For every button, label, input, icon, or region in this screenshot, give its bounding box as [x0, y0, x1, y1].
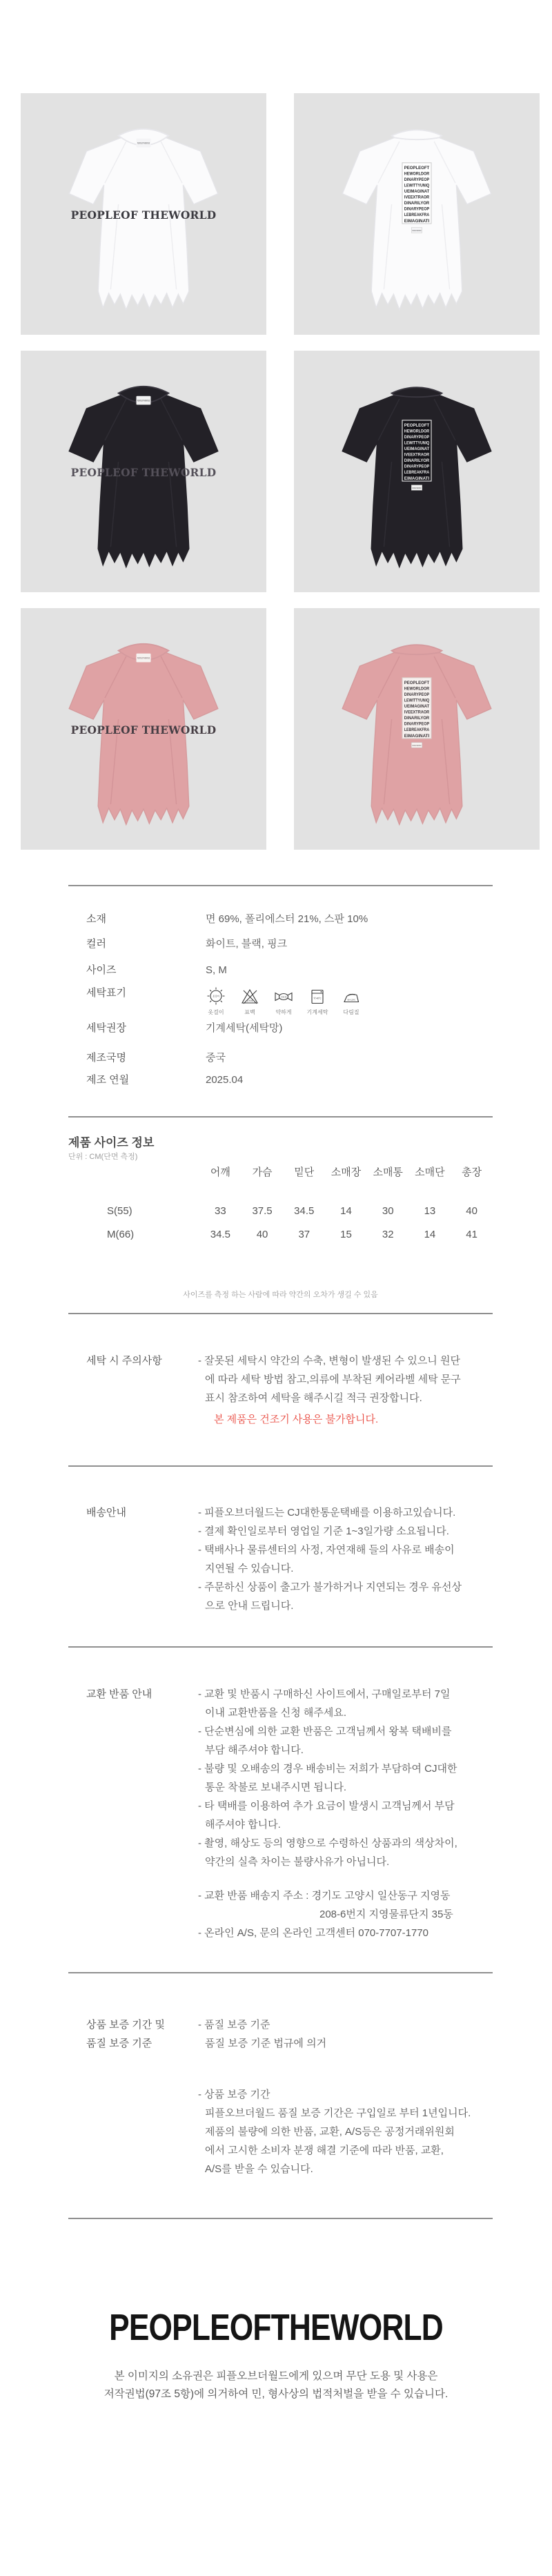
svg-text:LEBREAKFRA: LEBREAKFRA: [404, 470, 430, 476]
svg-text:UEIMAGINAT: UEIMAGINAT: [404, 447, 430, 452]
copyright-line: 저작권법(97조 5항)에 의거하여 민, 형사상의 법적처벌을 받을 수 있습니다.: [103, 2388, 448, 2400]
section-text-line: 해주셔야 합니다.: [205, 1819, 281, 1831]
svg-text:DINARYPEOP: DINARYPEOP: [404, 177, 430, 182]
section-text-line: 약간의 실측 차이는 불량사유가 아닙니다.: [205, 1856, 390, 1868]
section-divider: [68, 1465, 493, 1467]
svg-text:LEBREAKFRA: LEBREAKFRA: [404, 728, 430, 733]
section-text-line: 피플오브더월드 품질 보증 기간은 구입일로 부터 1년입니다.: [205, 2107, 471, 2119]
size-value: 15: [340, 1229, 352, 1240]
info-row: [68, 1022, 493, 1035]
tee-graphic-white-back: [296, 93, 538, 335]
size-table-row: [68, 1206, 493, 1217]
brand-logo: PEOPLEOFTHEWORLD: [109, 2307, 443, 2348]
info-value: 기계세탁(세탁망): [206, 1022, 283, 1034]
section-text-line: - 잘못된 세탁시 약간의 수축, 변형이 발생된 수 있으니 원단: [198, 1355, 460, 1367]
svg-text:PEOPLEOFTHEWORLD: PEOPLEOFTHEWORLD: [412, 487, 422, 489]
product-image-white-back: [294, 93, 540, 335]
care-symbol-label: 약하게: [275, 1009, 292, 1015]
size-info-section: [68, 1135, 493, 1300]
care-symbols: [188, 986, 364, 1016]
size-value: 34.5: [294, 1205, 315, 1217]
section-divider: [68, 1972, 493, 1973]
info-value: S, M: [206, 964, 227, 976]
section-text-line: 품질 보증 기준 법규에 의거: [205, 2038, 327, 2049]
svg-text:EIMAGINATI: EIMAGINATI: [404, 218, 430, 224]
svg-text:PEOPLEOF THEWORLD: PEOPLEOF THEWORLD: [70, 724, 217, 736]
section-text-line: - 교환 반품 배송지 주소 : 경기도 고양시 일산동구 지영동: [198, 1890, 451, 1902]
info-label: 제조 연월: [86, 1074, 130, 1086]
info-label: 사이즈: [86, 964, 117, 976]
svg-text:PEOPLEOFTHEWORLD: PEOPLEOFTHEWORLD: [412, 744, 422, 747]
product-image-pink-front: [21, 608, 266, 850]
care-symbol: [271, 986, 296, 1016]
size-table-row: [68, 1229, 493, 1240]
section-divider: [68, 885, 493, 886]
section-text-line: - 상품 보증 기간: [198, 2089, 270, 2100]
size-measure-note: 사이즈를 측정 하는 사람에 따라 약간의 오차가 생길 수 있음: [183, 1291, 378, 1299]
svg-text:옷걸이: 옷걸이: [213, 995, 219, 998]
size-info-title: 제품 사이즈 정보: [68, 1136, 155, 1149]
svg-text:LEWITTYUNIQ: LEWITTYUNIQ: [404, 698, 430, 703]
svg-text:IVEEXTRAOR: IVEEXTRAOR: [404, 195, 430, 200]
section-text-line: 으로 안내 드립니다.: [205, 1600, 294, 1612]
info-row: [68, 1073, 493, 1087]
care-symbol: [204, 986, 228, 1016]
tee-graphic-black-back: [296, 351, 538, 592]
svg-text:PEOPLEOFT: PEOPLEOFT: [404, 422, 430, 428]
svg-text:LEBREAKFRA: LEBREAKFRA: [404, 213, 430, 218]
section-text-line: - 온라인 A/S, 문의 온라인 고객센터 070-7707-1770: [198, 1927, 428, 1939]
section-text-line: 지연될 수 있습니다.: [205, 1563, 294, 1574]
section-text-line: 표시 참조하여 세탁을 해주시길 적극 권장합니다.: [205, 1392, 422, 1404]
svg-text:PEOPLEOF THEWORLD: PEOPLEOF THEWORLD: [70, 467, 217, 479]
svg-text:HEWORLDOR: HEWORLDOR: [404, 429, 430, 434]
warranty-lines: [188, 2016, 493, 2178]
exchange-return-section: [68, 1685, 493, 1942]
warranty-label-line: 품질 보증 기준: [86, 2038, 152, 2049]
info-value: 면 69%, 폴리에스터 21%, 스판 10%: [206, 913, 368, 925]
warranty-section-label: [68, 2016, 188, 2053]
section-text-line: 에서 고시한 소비자 분쟁 해결 기준에 따라 반품, 교환,: [205, 2145, 444, 2156]
section-divider: [68, 1116, 493, 1118]
section-text-line: - 택배사나 물류센터의 사정, 자연재해 들의 사유로 배송이: [198, 1544, 455, 1556]
svg-text:PEOPLEOF THEWORLD: PEOPLEOF THEWORLD: [70, 209, 217, 222]
size-value: 40: [256, 1229, 268, 1240]
svg-text:UEIMAGINAT: UEIMAGINAT: [404, 189, 430, 195]
wash-section-body: [188, 1352, 493, 1427]
warranty-label-line: 상품 보증 기간 및: [86, 2019, 165, 2031]
size-table: [68, 1167, 493, 1240]
size-value: 14: [340, 1205, 352, 1217]
section-text-line: - 주문하신 상품이 출고가 불가하거나 지연되는 경우 유선상: [198, 1581, 462, 1593]
care-symbol-label: 표백: [244, 1009, 255, 1015]
section-text-line: 통운 착불로 보내주시면 됩니다.: [205, 1782, 347, 1793]
section-text-line: 부담 해주셔야 합니다.: [205, 1744, 304, 1756]
svg-text:IVEEXTRAOR: IVEEXTRAOR: [404, 452, 430, 458]
size-column-header: 가슴: [252, 1167, 273, 1178]
size-column-header: 소매통: [373, 1167, 403, 1178]
svg-text:PEOPLEOFTHEWORLD: PEOPLEOFTHEWORLD: [412, 229, 422, 232]
product-info-table: [68, 913, 493, 1087]
svg-text:LEWITTYUNIQ: LEWITTYUNIQ: [404, 440, 430, 446]
size-column-header: 총장: [462, 1167, 482, 1178]
shipping-lines: [188, 1503, 493, 1615]
size-value: 30: [382, 1205, 394, 1217]
size-unit-note: 단위 : CM(단면 측정): [68, 1153, 138, 1161]
section-text-line: 제품의 불량에 의한 반품, 교환, A/S등은 공정거래위원회: [205, 2126, 455, 2138]
no-bleach-icon: [239, 986, 260, 1006]
shipping-section: [68, 1503, 493, 1615]
info-value: 화이트, 블랙, 핑크: [206, 938, 288, 950]
care-symbol-label: 다림질: [343, 1009, 359, 1015]
size-column-header: 소매장: [331, 1167, 362, 1178]
exchange-lines: [188, 1685, 493, 1942]
section-text-line: - 촬영, 해상도 등의 영향으로 수령하신 상품과의 색상차이,: [198, 1837, 457, 1849]
section-text-line: - 피플오브더월드는 CJ대한통운택배를 이용하고있습니다.: [198, 1507, 456, 1519]
tee-graphic-pink-back: [296, 608, 538, 850]
info-label: 소재: [86, 913, 106, 925]
product-image-pink-back: [294, 608, 540, 850]
info-label: 컬러: [86, 938, 106, 950]
info-row: [68, 964, 493, 977]
size-column-header: 어깨: [210, 1167, 230, 1178]
product-image-black-front: [21, 351, 266, 592]
tee-graphic-pink-front: [23, 608, 264, 850]
section-divider: [68, 1313, 493, 1314]
tee-graphic-black-front: [23, 351, 264, 592]
size-value: 33: [215, 1205, 226, 1217]
svg-text:IVEEXTRAOR: IVEEXTRAOR: [404, 710, 430, 715]
sun-dry-icon: [206, 986, 226, 1006]
iron-icon: [341, 986, 362, 1006]
size-column-header: 밑단: [294, 1167, 315, 1178]
wash-lines: [188, 1352, 493, 1407]
section-text-line: - 불량 및 오배송의 경우 배송비는 저희가 부담하여 CJ대한: [198, 1763, 457, 1775]
size-row-name: M(66): [107, 1229, 135, 1240]
svg-text:PEOPLEOFTHEWORLD: PEOPLEOFTHEWORLD: [137, 399, 150, 402]
info-label: 제조국명: [86, 1052, 126, 1064]
section-text-line: - 품질 보증 기준: [198, 2019, 270, 2031]
svg-text:DINARILYOR: DINARILYOR: [404, 458, 430, 464]
svg-text:LEWITTYUNIQ: LEWITTYUNIQ: [404, 183, 430, 188]
care-symbol-label: 옷걸이: [208, 1009, 224, 1015]
section-text-line: - 결제 확인일로부터 영업일 기준 1~3일가량 소요됩니다.: [198, 1525, 449, 1537]
svg-text:HEWORLDOR: HEWORLDOR: [404, 171, 430, 177]
size-value: 34.5: [210, 1229, 230, 1240]
svg-text:DINARYPEOP: DINARYPEOP: [404, 464, 430, 469]
size-value: 37: [298, 1229, 310, 1240]
section-text-line: 이내 교환반품을 신청 해주세요.: [205, 1707, 347, 1719]
section-divider: [68, 1646, 493, 1648]
svg-text:DINARYPEOP: DINARYPEOP: [404, 434, 430, 440]
size-column-header: 소매단: [415, 1167, 445, 1178]
info-value: 중국: [206, 1052, 226, 1064]
dryer-warning-text: 본 제품은 건조기 사용은 불가합니다.: [214, 1414, 379, 1425]
svg-text:DINARILYOR: DINARILYOR: [404, 201, 430, 206]
product-image-white-front: [21, 93, 266, 335]
info-row: [68, 937, 493, 951]
section-divider: [68, 2218, 493, 2219]
svg-text:약 40°C: 약 40°C: [313, 997, 322, 1000]
section-text-line: 208-6번지 지영물류단지 35동: [319, 1909, 453, 1920]
copyright-line: 본 이미지의 소유권은 피플오브더월드에게 있으며 무단 도용 및 사용은: [114, 2370, 438, 2382]
size-value: 37.5: [252, 1205, 273, 1217]
svg-text:DINARYPEOP: DINARYPEOP: [404, 206, 430, 212]
care-symbol: [237, 986, 262, 1016]
size-value: 32: [382, 1229, 394, 1240]
size-value: 14: [424, 1229, 436, 1240]
svg-text:DINARYPEOP: DINARYPEOP: [404, 721, 430, 727]
svg-text:EIMAGINATI: EIMAGINATI: [404, 476, 430, 481]
shipping-section-label: 배송안내: [86, 1507, 126, 1519]
size-value: 13: [424, 1205, 436, 1217]
size-table-header: [68, 1167, 493, 1178]
wash-care-section: [68, 1352, 493, 1427]
warranty-section: [68, 2016, 493, 2178]
info-row: [68, 986, 493, 1016]
size-row-name: S(55): [107, 1205, 132, 1217]
section-text-line: - 단순변심에 의한 교환 반품은 고객님께서 왕복 택배비를: [198, 1726, 452, 1737]
info-label: 세탁권장: [86, 1022, 126, 1034]
svg-text:DINARILYOR: DINARILYOR: [404, 716, 430, 721]
tee-graphic-white-front: [23, 93, 264, 335]
no-wring-icon: [273, 986, 294, 1006]
care-symbol: [305, 986, 330, 1016]
svg-text:약하게: 약하게: [280, 995, 287, 999]
svg-text:PEOPLEOFT: PEOPLEOFT: [404, 680, 430, 685]
info-row: [68, 1051, 493, 1065]
care-symbol: [339, 986, 364, 1016]
care-symbol-label: 기계세탁: [306, 1009, 328, 1015]
svg-text:DINARYPEOP: DINARYPEOP: [404, 692, 430, 697]
svg-text:PEOPLEOFTHEWORLD: PEOPLEOFTHEWORLD: [137, 142, 150, 145]
size-value: 41: [466, 1229, 477, 1240]
info-row: [68, 913, 493, 926]
section-text-line: 에 따라 세탁 방법 참고,의류에 부착된 케어라벨 세탁 문구: [205, 1374, 461, 1385]
svg-text:EIMAGINATI: EIMAGINATI: [404, 733, 430, 739]
info-value: 2025.04: [206, 1074, 244, 1086]
product-image-grid: [21, 93, 540, 850]
exchange-section-label: 교환 반품 안내: [86, 1688, 152, 1700]
svg-text:PEOPLEOFTHEWORLD: PEOPLEOFTHEWORLD: [137, 656, 150, 660]
copyright-text: [0, 2368, 552, 2403]
svg-text:PEOPLEOFT: PEOPLEOFT: [404, 165, 430, 170]
svg-text:80~120°C: 80~120°C: [347, 999, 356, 1002]
svg-text:UEIMAGINAT: UEIMAGINAT: [404, 704, 430, 710]
section-text-line: - 타 택배를 이용하여 추가 요금이 발생시 고객님께서 부담: [198, 1800, 455, 1812]
machine-wash-icon: [307, 986, 328, 1006]
section-text-line: - 교환 및 반품시 구매하신 사이트에서, 구매일로부터 7일: [198, 1688, 451, 1700]
wash-section-label: 세탁 시 주의사항: [86, 1355, 162, 1367]
svg-text:HEWORLDOR: HEWORLDOR: [404, 686, 430, 692]
size-value: 40: [466, 1205, 477, 1217]
product-image-black-back: [294, 351, 540, 592]
svg-text:표백제: 표백제: [246, 999, 253, 1002]
size-header-spacer: [68, 1167, 199, 1178]
section-text-line: A/S를 받을 수 있습니다.: [205, 2163, 313, 2175]
info-label: 세탁표기: [86, 987, 126, 999]
